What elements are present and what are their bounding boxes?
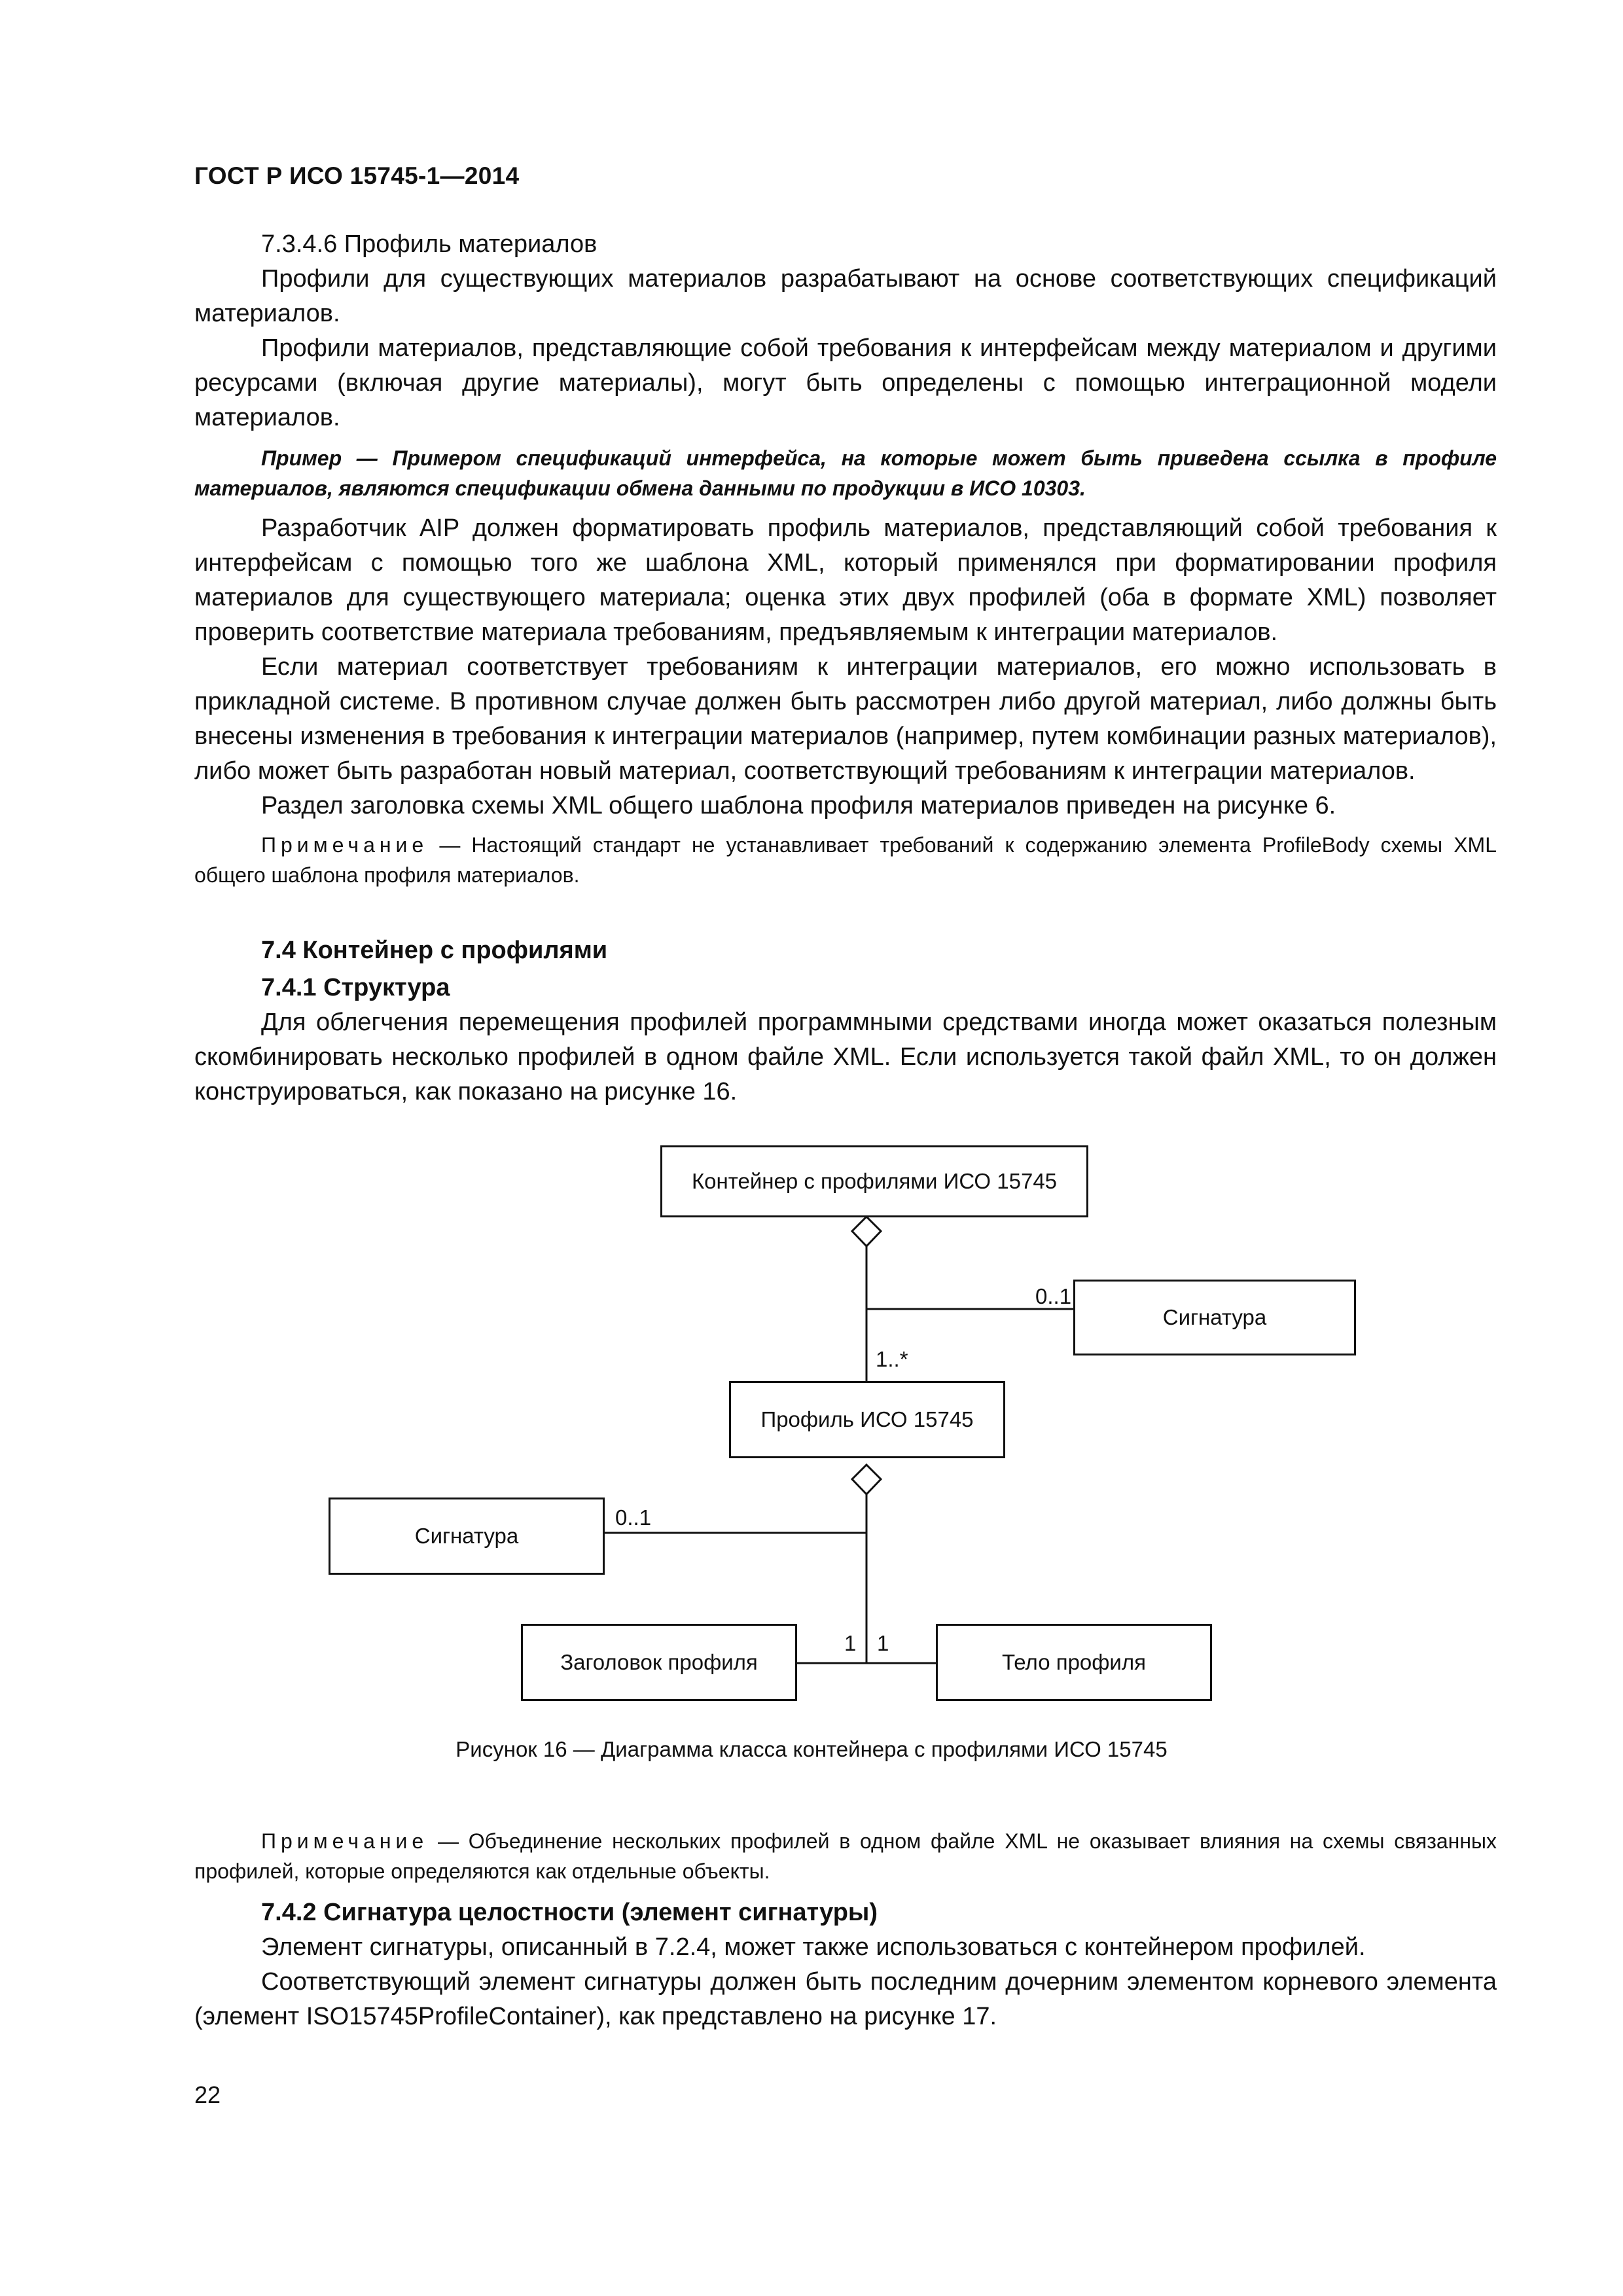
page-number: 22 <box>194 2081 221 2108</box>
multiplicity-label: 0..1 <box>1035 1284 1072 1308</box>
aggregation-diamond <box>852 1217 881 1246</box>
paragraph: Разработчик AIP должен форматировать профиль материалов, представляющий собой требования к интерфейсам с помощью того же шаблона XML, который применялся при форматировании профиля материалов для существующего материала; оценка этих двух профилей (оба в формате XML) позволяет проверить соответствие материала требованиям, предъявляемым к интеграции материалов. <box>194 514 1497 646</box>
section-title: 7.4.2 Сигнатура целостности (элемент сигнатуры) <box>261 1899 878 1926</box>
note-label: Примечание <box>261 1829 429 1853</box>
section-7-4-2 <box>194 1826 1497 2034</box>
class-label: Сигнатура <box>414 1524 519 1548</box>
class-label: Заголовок профиля <box>560 1650 758 1674</box>
paragraph: Элемент сигнатуры, описанный в 7.2.4, может также использоваться с контейнером профилей. <box>261 1933 1366 1961</box>
multiplicity-label: 0..1 <box>615 1505 652 1530</box>
paragraph: Раздел заголовка схемы XML общего шаблона профиля материалов приведен на рисунке 6. <box>261 792 1336 819</box>
section-title: 7.4 Контейнер с профилями <box>261 937 608 964</box>
signature-class-box <box>329 1498 605 1575</box>
note-label: Примечание <box>261 833 429 857</box>
document-header: ГОСТ Р ИСО 15745-1—2014 <box>194 162 520 189</box>
class-label: Профиль ИСО 15745 <box>760 1407 974 1431</box>
paragraph: Если материал соответствует требованиям к интеграции материалов, его можно использовать в прикладной системе. В противном случае должен быть рассмотрен либо другой материал, либо должны быть внесены изменения в требования к интеграции материалов (например, путем комбинации разных материалов), либо может быть разработан новый материал, соответствующий требованиям к интеграции материалов. <box>194 653 1497 785</box>
class-label: Контейнер с профилями ИСО 15745 <box>691 1169 1058 1193</box>
aggregation-diamond <box>852 1465 881 1494</box>
paragraph: Соответствующий элемент сигнатуры должен быть последним дочерним элементом корневого элемента (элемент ISO15745ProfileContainer), как представлено на рисунке 17. <box>194 1968 1497 2030</box>
section-title: 7.3.4.6 Профиль материалов <box>261 230 597 258</box>
multiplicity-label: 1..* <box>876 1347 908 1371</box>
note-text: — Объединение нескольких профилей в одном файле XML не оказывает влияния на схемы связанных профилей, которые определяются как отдельные объекты. <box>194 1829 1497 1883</box>
paragraph: Для облегчения перемещения профилей программными средствами иногда может оказаться полезным скомбинировать несколько профилей в одном файле XML. Если используется такой файл XML, то он должен конструироваться, как показано на рисунке 16. <box>194 1009 1497 1105</box>
subsection-title: 7.4.1 Структура <box>261 974 450 1001</box>
note-text: — Настоящий стандарт не устанавливает требований к содержанию элемента ProfileBody схемы XML общего шаблона профиля материалов. <box>194 833 1497 887</box>
signature-class-box <box>1073 1280 1356 1355</box>
paragraph: Профили для существующих материалов разрабатывают на основе соответствующих спецификаций материалов. <box>194 265 1497 327</box>
note <box>194 1826 1497 1886</box>
profile-header-class-box <box>521 1624 797 1701</box>
profile-class-box <box>729 1381 1005 1458</box>
multiplicity-label: 1 <box>844 1631 857 1655</box>
paragraph: Профили материалов, представляющие собой требования к интерфейсам между материалом и другими ресурсами (включая другие материалы), могут быть определены с помощью интеграционной модели материалов. <box>194 334 1497 431</box>
class-label: Сигнатура <box>1162 1305 1267 1329</box>
container-class-box <box>660 1145 1088 1217</box>
class-label: Тело профиля <box>1002 1650 1146 1674</box>
figure-caption: Рисунок 16 — Диаграмма класса контейнера с профилями ИСО 15745 <box>455 1737 1168 1761</box>
multiplicity-label: 1 <box>877 1631 889 1655</box>
profile-body-class-box <box>936 1624 1212 1701</box>
example-text: Пример — Примером спецификаций интерфейса, на которые может быть приведена ссылка в профиле материалов, являются спецификации обмена данными по продукции в ИСО 10303. <box>194 446 1497 500</box>
